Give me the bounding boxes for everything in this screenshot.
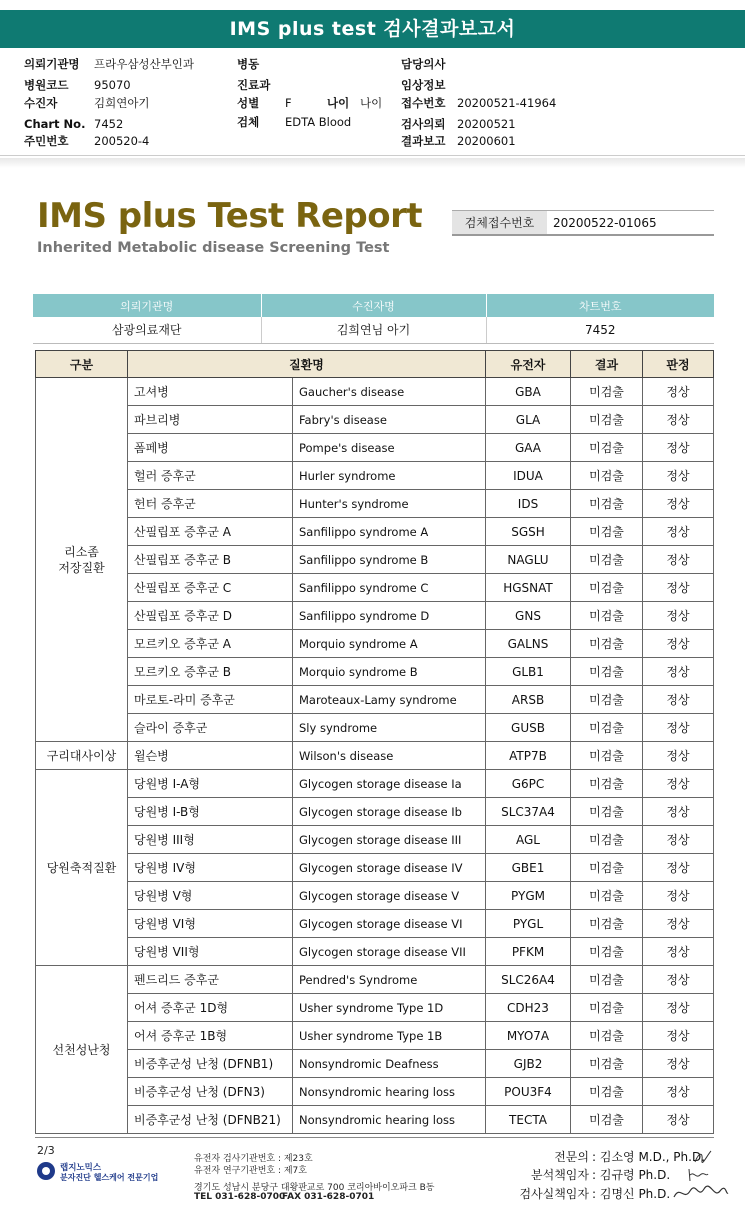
- disease-english-cell: Glycogen storage disease Ia: [293, 770, 486, 798]
- table-row: [36, 602, 714, 630]
- category-cell: [36, 378, 128, 742]
- report-banner-title: IMS plus test 검사결과보고서: [0, 10, 745, 48]
- category-cell: [36, 742, 128, 770]
- result-cell: 미검출: [571, 854, 643, 882]
- judgment-cell: 정상: [643, 1022, 714, 1050]
- gene-cell: IDUA: [486, 462, 571, 490]
- disease-korean-cell: 헌터 증후군: [128, 490, 293, 518]
- disease-english-cell: Sly syndrome: [293, 714, 486, 742]
- gene-cell: CDH23: [486, 994, 571, 1022]
- result-cell: 미검출: [571, 966, 643, 994]
- judgment-cell: 정상: [643, 518, 714, 546]
- result-cell: 미검출: [571, 938, 643, 966]
- disease-korean-cell: 당원병 III형: [128, 826, 293, 854]
- table-row: [36, 798, 714, 826]
- disease-korean-cell: 마로토-라미 증후군: [128, 686, 293, 714]
- disease-english-cell: Maroteaux-Lamy syndrome: [293, 686, 486, 714]
- table-row: [36, 910, 714, 938]
- age-field: [327, 95, 382, 111]
- disease-korean-cell: 당원병 I-A형: [128, 770, 293, 798]
- hdr3-label-0: 담당의사: [401, 57, 446, 71]
- company-tel: TEL 031-628-0700: [194, 1192, 286, 1202]
- table-row: [36, 770, 714, 798]
- judgment-cell: 정상: [643, 378, 714, 406]
- table-row: [36, 658, 714, 686]
- specimen-number-value: 20200522-01065: [553, 216, 657, 230]
- gene-cell: PYGL: [486, 910, 571, 938]
- gene-cell: GBE1: [486, 854, 571, 882]
- page-number: 2/3: [37, 1144, 55, 1157]
- disease-english-cell: Glycogen storage disease III: [293, 826, 486, 854]
- judgment-cell: 정상: [643, 966, 714, 994]
- judgment-cell: 정상: [643, 826, 714, 854]
- hdr2-field-2: [237, 95, 292, 111]
- hdr2-label-3: 검체: [237, 115, 260, 129]
- result-cell: 미검출: [571, 602, 643, 630]
- category-label: 구리대사이상: [46, 748, 117, 763]
- report-title: IMS plus Test Report: [37, 196, 423, 236]
- table-row: [36, 630, 714, 658]
- disease-korean-cell: 비증후군성 난청 (DFNB21): [128, 1106, 293, 1134]
- hdr3-label-4: 결과보고: [401, 134, 446, 148]
- gene-cell: GAA: [486, 434, 571, 462]
- disease-english-cell: Wilson's disease: [293, 742, 486, 770]
- hdr1-label-0: 의뢰기관명: [24, 57, 80, 71]
- hdr3-label-2: 접수번호: [401, 96, 446, 110]
- disease-english-cell: Usher syndrome Type 1D: [293, 994, 486, 1022]
- disease-korean-cell: 비증후군성 난청 (DFNB1): [128, 1050, 293, 1078]
- age-label: 나이: [327, 96, 350, 110]
- result-cell: 미검출: [571, 406, 643, 434]
- judgment-cell: 정상: [643, 910, 714, 938]
- gene-cell: IDS: [486, 490, 571, 518]
- disease-english-cell: Morquio syndrome B: [293, 658, 486, 686]
- gene-cell: ARSB: [486, 686, 571, 714]
- disease-korean-cell: 모르키오 증후군 A: [128, 630, 293, 658]
- judgment-cell: 정상: [643, 602, 714, 630]
- category-label: 저장질환: [58, 560, 105, 575]
- result-cell: 미검출: [571, 658, 643, 686]
- result-cell: 미검출: [571, 490, 643, 518]
- judgment-cell: 정상: [643, 434, 714, 462]
- table-row: [36, 826, 714, 854]
- signature-2-icon: [686, 1165, 710, 1185]
- result-cell: 미검출: [571, 434, 643, 462]
- judgment-cell: 정상: [643, 686, 714, 714]
- disease-english-cell: Pendred's Syndrome: [293, 966, 486, 994]
- hdr3-label-3: 검사의뢰: [401, 117, 446, 131]
- info-header-institution: 의뢰기관명: [33, 294, 261, 317]
- hdr3-field-3: [401, 116, 516, 132]
- disease-english-cell: Fabry's disease: [293, 406, 486, 434]
- disease-english-cell: Glycogen storage disease VI: [293, 910, 486, 938]
- disease-korean-cell: 당원병 IV형: [128, 854, 293, 882]
- gene-cell: TECTA: [486, 1106, 571, 1134]
- judgment-cell: 정상: [643, 938, 714, 966]
- gene-cell: PFKM: [486, 938, 571, 966]
- result-cell: 미검출: [571, 714, 643, 742]
- col-header-disease: 질환명: [128, 351, 486, 378]
- result-cell: 미검출: [571, 630, 643, 658]
- hdr3-field-4: [401, 133, 516, 149]
- disease-english-cell: Hurler syndrome: [293, 462, 486, 490]
- judgment-cell: 정상: [643, 1078, 714, 1106]
- hdr1-field-1: [24, 77, 131, 93]
- table-row: [36, 490, 714, 518]
- hdr3-field-0: [401, 56, 457, 72]
- disease-english-cell: Usher syndrome Type 1B: [293, 1022, 486, 1050]
- report-subtitle: Inherited Metabolic disease Screening Test: [37, 240, 390, 256]
- result-cell: 미검출: [571, 910, 643, 938]
- table-row: [36, 434, 714, 462]
- disease-korean-cell: 당원병 VII형: [128, 938, 293, 966]
- judgment-cell: 정상: [643, 462, 714, 490]
- result-cell: 미검출: [571, 882, 643, 910]
- info-value-patient: 김희연님 아기: [261, 317, 486, 343]
- disease-korean-cell: 당원병 I-B형: [128, 798, 293, 826]
- gene-cell: GBA: [486, 378, 571, 406]
- disease-korean-cell: 당원병 V형: [128, 882, 293, 910]
- age-value: 나이: [360, 96, 383, 110]
- result-cell: 미검출: [571, 574, 643, 602]
- judgment-cell: 정상: [643, 882, 714, 910]
- hdr1-value-4: 200520-4: [94, 134, 150, 148]
- result-cell: 미검출: [571, 1106, 643, 1134]
- disease-korean-cell: 산필립포 증후군 B: [128, 546, 293, 574]
- table-row: [36, 938, 714, 966]
- judgment-cell: 정상: [643, 770, 714, 798]
- category-label: 리소좀: [64, 544, 99, 559]
- hdr1-field-2: [24, 95, 150, 111]
- signer-role: 분석책임자: [531, 1168, 589, 1182]
- company-name: 랩지노믹스: [60, 1163, 102, 1173]
- hdr3-value-2: 20200521-41964: [457, 96, 557, 110]
- table-row: [36, 742, 714, 770]
- hdr3-field-2: [401, 95, 556, 111]
- judgment-cell: 정상: [643, 854, 714, 882]
- gene-cell: ATP7B: [486, 742, 571, 770]
- gene-cell: GALNS: [486, 630, 571, 658]
- info-value-chart: 7452: [486, 317, 714, 343]
- gene-cell: MYO7A: [486, 1022, 571, 1050]
- result-cell: 미검출: [571, 546, 643, 574]
- hdr3-value-3: 20200521: [457, 117, 516, 131]
- header-divider-top: [0, 155, 745, 156]
- hdr1-value-1: 95070: [94, 78, 131, 92]
- gene-cell: GUSB: [486, 714, 571, 742]
- registration-test-number: 유전자 검사기관번호 : 제23호: [194, 1154, 313, 1164]
- table-row: [36, 1078, 714, 1106]
- table-row: [36, 378, 714, 406]
- gene-cell: PYGM: [486, 882, 571, 910]
- disease-korean-cell: 헐러 증후군: [128, 462, 293, 490]
- judgment-cell: 정상: [643, 742, 714, 770]
- table-row: [36, 406, 714, 434]
- info-header-patient: 수진자명: [261, 294, 486, 317]
- company-address: 경기도 성남시 분당구 대왕판교로 700 코리아바이오파크 B동: [194, 1183, 435, 1193]
- results-table: [35, 350, 714, 1134]
- info-header-chart: 차트번호: [486, 294, 714, 317]
- gene-cell: HGSNAT: [486, 574, 571, 602]
- signer-role: 검사실책임자: [519, 1187, 589, 1201]
- judgment-cell: 정상: [643, 574, 714, 602]
- gene-cell: GNS: [486, 602, 571, 630]
- disease-korean-cell: 슬라이 증후군: [128, 714, 293, 742]
- company-logo-icon: [37, 1162, 55, 1180]
- footer-divider: [35, 1137, 714, 1138]
- hdr1-label-2: 수진자: [24, 96, 58, 110]
- gene-cell: GLA: [486, 406, 571, 434]
- patient-info-table: [33, 294, 714, 344]
- disease-english-cell: Nonsyndromic hearing loss: [293, 1106, 486, 1134]
- disease-korean-cell: 파브리병: [128, 406, 293, 434]
- disease-english-cell: Nonsyndromic Deafness: [293, 1050, 486, 1078]
- hdr1-value-3: 7452: [94, 117, 124, 131]
- gene-cell: POU3F4: [486, 1078, 571, 1106]
- gene-cell: NAGLU: [486, 546, 571, 574]
- gene-cell: GLB1: [486, 658, 571, 686]
- gene-cell: SLC26A4: [486, 966, 571, 994]
- judgment-cell: 정상: [643, 490, 714, 518]
- disease-english-cell: Sanfilippo syndrome C: [293, 574, 486, 602]
- disease-english-cell: Glycogen storage disease Ib: [293, 798, 486, 826]
- disease-korean-cell: 펜드리드 증후군: [128, 966, 293, 994]
- hdr1-field-3: [24, 116, 123, 132]
- disease-korean-cell: 산필립포 증후군 A: [128, 518, 293, 546]
- disease-korean-cell: 고셔병: [128, 378, 293, 406]
- result-cell: 미검출: [571, 462, 643, 490]
- hdr2-field-0: [237, 56, 285, 72]
- judgment-cell: 정상: [643, 798, 714, 826]
- table-row: [36, 1050, 714, 1078]
- gene-cell: GJB2: [486, 1050, 571, 1078]
- hdr1-label-3: Chart No.: [24, 117, 86, 131]
- result-cell: 미검출: [571, 1078, 643, 1106]
- disease-korean-cell: 비증후군성 난청 (DFN3): [128, 1078, 293, 1106]
- result-cell: 미검출: [571, 1050, 643, 1078]
- result-cell: 미검출: [571, 686, 643, 714]
- hdr1-value-0: 프라우삼성산부인과: [94, 57, 194, 71]
- table-row: [36, 714, 714, 742]
- result-cell: 미검출: [571, 378, 643, 406]
- disease-english-cell: Glycogen storage disease V: [293, 882, 486, 910]
- hdr1-value-2: 김희연아기: [94, 96, 150, 110]
- disease-english-cell: Morquio syndrome A: [293, 630, 486, 658]
- judgment-cell: 정상: [643, 406, 714, 434]
- table-row: [36, 546, 714, 574]
- result-cell: 미검출: [571, 770, 643, 798]
- category-label: 당원축적질환: [46, 860, 117, 875]
- hdr2-field-3: [237, 114, 351, 130]
- disease-english-cell: Glycogen storage disease VII: [293, 938, 486, 966]
- col-header-judgment: 판정: [643, 351, 714, 378]
- disease-korean-cell: 어셔 증후군 1D형: [128, 994, 293, 1022]
- table-row: [36, 966, 714, 994]
- signer-name: : 김규령 Ph.D.: [592, 1168, 671, 1182]
- hdr2-label-1: 진료과: [237, 78, 271, 92]
- disease-english-cell: Glycogen storage disease IV: [293, 854, 486, 882]
- signature-3-icon: [672, 1183, 730, 1203]
- disease-korean-cell: 어셔 증후군 1B형: [128, 1022, 293, 1050]
- judgment-cell: 정상: [643, 994, 714, 1022]
- hdr3-label-1: 임상정보: [401, 78, 446, 92]
- disease-english-cell: Nonsyndromic hearing loss: [293, 1078, 486, 1106]
- company-tagline: 분자진단 헬스케어 전문기업: [60, 1173, 159, 1182]
- gene-cell: AGL: [486, 826, 571, 854]
- result-cell: 미검출: [571, 1022, 643, 1050]
- hdr2-value-2: F: [285, 96, 292, 110]
- table-row: [36, 882, 714, 910]
- judgment-cell: 정상: [643, 658, 714, 686]
- disease-korean-cell: 산필립포 증후군 C: [128, 574, 293, 602]
- hdr1-field-4: [24, 133, 149, 149]
- company-fax: FAX 031-628-0701: [282, 1192, 375, 1202]
- judgment-cell: 정상: [643, 1050, 714, 1078]
- judgment-cell: 정상: [643, 714, 714, 742]
- hdr2-label-0: 병동: [237, 57, 260, 71]
- specimen-number-box: [452, 210, 714, 236]
- category-cell: [36, 770, 128, 966]
- table-row: [36, 1022, 714, 1050]
- result-cell: 미검출: [571, 798, 643, 826]
- hdr1-label-4: 주민번호: [24, 134, 69, 148]
- disease-korean-cell: 당원병 VI형: [128, 910, 293, 938]
- disease-english-cell: Pompe's disease: [293, 434, 486, 462]
- hdr2-label-2: 성별: [237, 96, 260, 110]
- result-cell: 미검출: [571, 994, 643, 1022]
- category-cell: [36, 966, 128, 1134]
- col-header-result: 결과: [571, 351, 643, 378]
- disease-korean-cell: 윌슨병: [128, 742, 293, 770]
- table-row: [36, 686, 714, 714]
- table-row: [36, 1106, 714, 1134]
- result-cell: 미검출: [571, 742, 643, 770]
- disease-english-cell: Sanfilippo syndrome D: [293, 602, 486, 630]
- judgment-cell: 정상: [643, 546, 714, 574]
- specimen-number-label: 검체접수번호: [452, 211, 547, 234]
- category-label: 선천성난청: [52, 1042, 111, 1057]
- hdr1-label-1: 병원코드: [24, 78, 69, 92]
- disease-korean-cell: 폼페병: [128, 434, 293, 462]
- disease-english-cell: Sanfilippo syndrome A: [293, 518, 486, 546]
- disease-english-cell: Gaucher's disease: [293, 378, 486, 406]
- hdr2-field-1: [237, 77, 285, 93]
- judgment-cell: 정상: [643, 630, 714, 658]
- table-row: [36, 574, 714, 602]
- signer-name: : 김명신 Ph.D.: [592, 1187, 671, 1201]
- hdr3-field-1: [401, 77, 457, 93]
- table-row: [36, 994, 714, 1022]
- signer-name: : 김소영 M.D., Ph.D.: [592, 1150, 706, 1164]
- hdr3-value-4: 20200601: [457, 134, 516, 148]
- judgment-cell: 정상: [643, 1106, 714, 1134]
- hdr2-value-3: EDTA Blood: [285, 115, 352, 129]
- hdr1-field-0: [24, 56, 194, 72]
- disease-korean-cell: 산필립포 증후군 D: [128, 602, 293, 630]
- col-header-gene: 유전자: [486, 351, 571, 378]
- info-value-institution: 삼광의료재단: [33, 317, 261, 343]
- disease-korean-cell: 모르키오 증후군 B: [128, 658, 293, 686]
- result-cell: 미검출: [571, 826, 643, 854]
- signer-role: 전문의: [554, 1150, 589, 1164]
- table-row: [36, 518, 714, 546]
- registration-research-number: 유전자 연구기관번호 : 제7호: [194, 1166, 307, 1176]
- col-header-category: 구분: [36, 351, 128, 378]
- gene-cell: SGSH: [486, 518, 571, 546]
- table-row: [36, 462, 714, 490]
- disease-english-cell: Sanfilippo syndrome B: [293, 546, 486, 574]
- result-cell: 미검출: [571, 518, 643, 546]
- gene-cell: G6PC: [486, 770, 571, 798]
- gene-cell: SLC37A4: [486, 798, 571, 826]
- table-row: [36, 854, 714, 882]
- header-divider-shadow: [0, 158, 745, 168]
- disease-english-cell: Hunter's syndrome: [293, 490, 486, 518]
